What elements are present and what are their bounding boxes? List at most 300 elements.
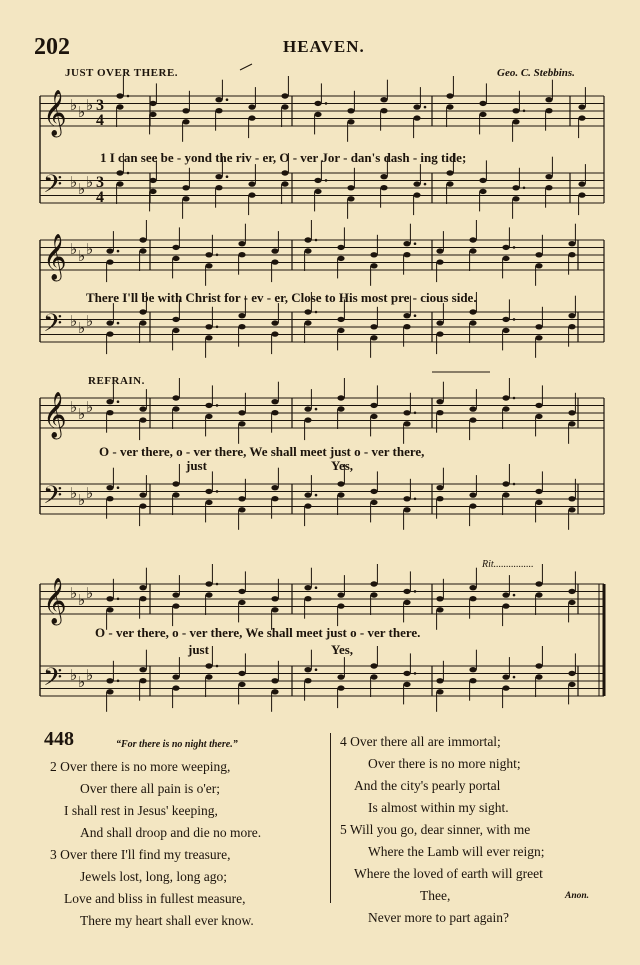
note-head bbox=[205, 403, 212, 408]
flat-icon: ♭ bbox=[78, 673, 86, 691]
note-head bbox=[436, 259, 443, 264]
note-head bbox=[568, 410, 575, 415]
note-head bbox=[380, 108, 387, 113]
note-head bbox=[337, 395, 344, 400]
note-head bbox=[535, 663, 542, 668]
note-head bbox=[502, 603, 509, 608]
dot-icon bbox=[513, 397, 516, 400]
note-head bbox=[370, 592, 377, 597]
time-signature-bottom: 4 bbox=[96, 112, 104, 129]
note-head bbox=[403, 682, 410, 687]
note-head bbox=[446, 104, 453, 109]
dot-icon bbox=[117, 400, 120, 403]
verse-line: Over there all pain is o'er; bbox=[80, 781, 221, 796]
dot-icon bbox=[216, 583, 219, 586]
dot-icon bbox=[325, 102, 328, 105]
dot-icon bbox=[513, 676, 516, 679]
note-head bbox=[304, 503, 311, 508]
note-head bbox=[370, 414, 377, 419]
verse-line: Never more to part again? bbox=[368, 910, 509, 925]
note-head bbox=[413, 181, 420, 186]
verse-line: Where the Lamb will ever reign; bbox=[368, 844, 545, 859]
dot-icon bbox=[315, 239, 318, 242]
note-head bbox=[337, 256, 344, 261]
note-head bbox=[512, 119, 519, 124]
note-head bbox=[337, 317, 344, 322]
note-head bbox=[314, 189, 321, 194]
note-head bbox=[304, 667, 311, 672]
lyric-line-3: O - ver there, o - ver there, We shall meet just o - ver there, bbox=[99, 444, 425, 459]
note-head bbox=[314, 101, 321, 106]
note-head bbox=[469, 309, 476, 314]
note-head bbox=[502, 317, 509, 322]
rit-label: Rit. bbox=[482, 559, 497, 570]
hymn-number: 448 bbox=[44, 728, 74, 750]
note-head bbox=[106, 596, 113, 601]
note-head bbox=[337, 481, 344, 486]
flat-icon: ♭ bbox=[86, 584, 94, 602]
flat-icon: ♭ bbox=[78, 491, 86, 509]
note-head bbox=[106, 485, 113, 490]
verse-line: Where the loved of earth will greet bbox=[354, 866, 543, 881]
dot-icon bbox=[424, 183, 427, 186]
note-head bbox=[535, 263, 542, 268]
note-head bbox=[370, 663, 377, 668]
verse-line: Love and bliss in fullest measure, bbox=[64, 891, 246, 906]
lyric-line-4-just: just bbox=[188, 642, 209, 657]
rit-marking: Rit................ bbox=[482, 559, 534, 570]
verses-left bbox=[50, 756, 261, 932]
note-head bbox=[205, 324, 212, 329]
note-head bbox=[139, 596, 146, 601]
note-head bbox=[469, 417, 476, 422]
note-head bbox=[149, 178, 156, 183]
note-head bbox=[116, 170, 123, 175]
note-head bbox=[182, 185, 189, 190]
verse-line: I shall rest in Jesus' keeping, bbox=[64, 803, 218, 818]
note-head bbox=[172, 592, 179, 597]
note-head bbox=[314, 178, 321, 183]
note-head bbox=[403, 252, 410, 257]
note-head bbox=[403, 496, 410, 501]
dot-icon bbox=[414, 242, 417, 245]
note-head bbox=[370, 263, 377, 268]
dot-icon bbox=[315, 408, 318, 411]
dot-icon bbox=[216, 326, 219, 329]
note-head bbox=[172, 395, 179, 400]
note-head bbox=[535, 252, 542, 257]
flat-icon: ♭ bbox=[78, 319, 86, 337]
note-head bbox=[502, 395, 509, 400]
note-head bbox=[304, 596, 311, 601]
note-head bbox=[436, 331, 443, 336]
note-head bbox=[182, 119, 189, 124]
bass-clef-icon: 𝄢 bbox=[43, 309, 63, 344]
dot-icon bbox=[414, 498, 417, 501]
dot-icon bbox=[523, 187, 526, 190]
note-head bbox=[403, 313, 410, 318]
dot-icon bbox=[315, 494, 318, 497]
note-head bbox=[568, 600, 575, 605]
note-head bbox=[248, 192, 255, 197]
note-head bbox=[502, 492, 509, 497]
flat-icon: ♭ bbox=[70, 666, 78, 684]
note-head bbox=[106, 320, 113, 325]
note-head bbox=[106, 607, 113, 612]
note-head bbox=[116, 181, 123, 186]
note-head bbox=[568, 313, 575, 318]
bass-clef-icon: 𝄢 bbox=[43, 663, 63, 698]
note-head bbox=[172, 674, 179, 679]
flat-icon: ♭ bbox=[70, 398, 78, 416]
note-head bbox=[502, 674, 509, 679]
note-head bbox=[205, 489, 212, 494]
note-head bbox=[370, 500, 377, 505]
note-head bbox=[271, 678, 278, 683]
note-head bbox=[271, 259, 278, 264]
dot-icon bbox=[315, 586, 318, 589]
dot-icon bbox=[513, 594, 516, 597]
note-head bbox=[535, 581, 542, 586]
note-head bbox=[248, 115, 255, 120]
note-head bbox=[205, 500, 212, 505]
note-head bbox=[238, 241, 245, 246]
note-head bbox=[370, 674, 377, 679]
note-head bbox=[380, 97, 387, 102]
note-head bbox=[205, 663, 212, 668]
title-mark bbox=[240, 64, 252, 70]
note-head bbox=[502, 245, 509, 250]
note-head bbox=[337, 592, 344, 597]
note-head bbox=[535, 674, 542, 679]
lyric-line-4-yes: Yes, bbox=[331, 642, 354, 657]
note-head bbox=[436, 410, 443, 415]
note-head bbox=[248, 181, 255, 186]
note-head bbox=[139, 237, 146, 242]
note-head bbox=[578, 104, 585, 109]
note-head bbox=[304, 678, 311, 683]
flat-icon: ♭ bbox=[78, 103, 86, 121]
flat-icon: ♭ bbox=[78, 247, 86, 265]
note-head bbox=[106, 678, 113, 683]
song-title: JUST OVER THERE. bbox=[65, 67, 179, 79]
flat-icon: ♭ bbox=[86, 312, 94, 330]
note-head bbox=[238, 410, 245, 415]
dot-icon bbox=[315, 668, 318, 671]
note-head bbox=[304, 417, 311, 422]
note-head bbox=[502, 481, 509, 486]
flat-icon: ♭ bbox=[70, 240, 78, 258]
lyric-line-4: O - ver there, o - ver there, We shall meet just o - ver there. bbox=[95, 625, 421, 640]
note-head bbox=[172, 603, 179, 608]
note-head bbox=[436, 485, 443, 490]
note-head bbox=[403, 507, 410, 512]
note-head bbox=[545, 185, 552, 190]
note-head bbox=[238, 496, 245, 501]
note-head bbox=[413, 104, 420, 109]
note-head bbox=[304, 585, 311, 590]
note-head bbox=[535, 500, 542, 505]
note-head bbox=[281, 181, 288, 186]
note-head bbox=[215, 174, 222, 179]
note-head bbox=[172, 245, 179, 250]
note-head bbox=[578, 192, 585, 197]
note-head bbox=[469, 667, 476, 672]
flat-icon: ♭ bbox=[86, 398, 94, 416]
verse-line: 5 Will you go, dear sinner, with me bbox=[340, 822, 531, 837]
note-head bbox=[568, 589, 575, 594]
note-head bbox=[271, 331, 278, 336]
note-head bbox=[436, 399, 443, 404]
note-head bbox=[568, 671, 575, 676]
note-head bbox=[502, 256, 509, 261]
note-head bbox=[271, 689, 278, 694]
note-head bbox=[403, 671, 410, 676]
note-head bbox=[403, 410, 410, 415]
note-head bbox=[281, 104, 288, 109]
verse-line: 2 Over there is no more weeping, bbox=[50, 759, 231, 774]
note-head bbox=[568, 252, 575, 257]
note-head bbox=[502, 592, 509, 597]
note-head bbox=[535, 489, 542, 494]
note-head bbox=[205, 263, 212, 268]
note-head bbox=[139, 320, 146, 325]
note-head bbox=[370, 489, 377, 494]
note-head bbox=[106, 248, 113, 253]
note-head bbox=[304, 248, 311, 253]
flat-icon: ♭ bbox=[86, 240, 94, 258]
note-head bbox=[271, 485, 278, 490]
note-head bbox=[479, 178, 486, 183]
note-head bbox=[370, 403, 377, 408]
section-title: HEAVEN. bbox=[283, 37, 365, 56]
note-head bbox=[149, 101, 156, 106]
refrain-label: REFRAIN. bbox=[88, 375, 145, 387]
note-head bbox=[347, 185, 354, 190]
dot-icon bbox=[216, 490, 219, 493]
note-head bbox=[380, 174, 387, 179]
dot-icon bbox=[325, 179, 328, 182]
note-head bbox=[568, 241, 575, 246]
note-head bbox=[139, 492, 146, 497]
note-head bbox=[106, 689, 113, 694]
note-head bbox=[271, 607, 278, 612]
note-head bbox=[182, 196, 189, 201]
verses-right bbox=[340, 731, 545, 929]
note-head bbox=[568, 682, 575, 687]
note-head bbox=[469, 503, 476, 508]
note-head bbox=[436, 596, 443, 601]
flat-icon: ♭ bbox=[78, 405, 86, 423]
note-head bbox=[116, 104, 123, 109]
dot-icon bbox=[513, 318, 516, 321]
note-head bbox=[304, 406, 311, 411]
verse-line: Is almost within my sight. bbox=[368, 800, 509, 815]
flat-icon: ♭ bbox=[70, 484, 78, 502]
note-head bbox=[512, 185, 519, 190]
note-head bbox=[238, 313, 245, 318]
bass-clef-icon: 𝄢 bbox=[43, 170, 63, 205]
verse-line: And shall droop and die no more. bbox=[80, 825, 262, 840]
lyric-line-2: There I'll be with Christ for - ev - er, Close to His most pre - cious side. bbox=[86, 290, 477, 305]
note-head bbox=[403, 241, 410, 246]
note-head bbox=[172, 685, 179, 690]
note-head bbox=[535, 335, 542, 340]
note-head bbox=[271, 410, 278, 415]
note-head bbox=[479, 112, 486, 117]
note-head bbox=[238, 421, 245, 426]
note-head bbox=[238, 252, 245, 257]
note-head bbox=[347, 196, 354, 201]
note-head bbox=[436, 678, 443, 683]
treble-clef-icon: 𝄞 bbox=[43, 392, 67, 438]
note-head bbox=[271, 399, 278, 404]
note-head bbox=[238, 600, 245, 605]
note-head bbox=[469, 596, 476, 601]
note-head bbox=[502, 406, 509, 411]
flat-icon: ♭ bbox=[86, 96, 94, 114]
note-head bbox=[413, 192, 420, 197]
note-head bbox=[545, 174, 552, 179]
note-head bbox=[337, 328, 344, 333]
verse-line: And the city's pearly portal bbox=[354, 778, 501, 793]
note-head bbox=[502, 328, 509, 333]
note-head bbox=[446, 170, 453, 175]
treble-clef-icon: 𝄞 bbox=[43, 90, 67, 136]
note-head bbox=[403, 589, 410, 594]
dot-icon bbox=[315, 311, 318, 314]
note-head bbox=[205, 335, 212, 340]
flat-icon: ♭ bbox=[86, 484, 94, 502]
note-head bbox=[149, 112, 156, 117]
flat-icon: ♭ bbox=[70, 96, 78, 114]
note-head bbox=[281, 93, 288, 98]
note-head bbox=[215, 108, 222, 113]
note-head bbox=[436, 496, 443, 501]
note-head bbox=[568, 496, 575, 501]
flat-icon: ♭ bbox=[86, 173, 94, 191]
note-head bbox=[314, 112, 321, 117]
note-head bbox=[436, 248, 443, 253]
note-head bbox=[535, 324, 542, 329]
note-head bbox=[568, 421, 575, 426]
epigraph: “For there is no night there.” bbox=[116, 739, 238, 750]
treble-clef-icon: 𝄞 bbox=[43, 234, 67, 280]
note-head bbox=[116, 93, 123, 98]
verse-line: Jewels lost, long, long ago; bbox=[80, 869, 227, 884]
note-head bbox=[337, 674, 344, 679]
note-head bbox=[238, 682, 245, 687]
note-head bbox=[205, 592, 212, 597]
note-head bbox=[512, 108, 519, 113]
note-head bbox=[139, 678, 146, 683]
note-head bbox=[172, 256, 179, 261]
note-head bbox=[479, 189, 486, 194]
note-head bbox=[403, 600, 410, 605]
note-head bbox=[568, 507, 575, 512]
note-head bbox=[545, 108, 552, 113]
note-head bbox=[139, 585, 146, 590]
treble-clef-icon: 𝄞 bbox=[43, 578, 67, 624]
note-head bbox=[370, 581, 377, 586]
note-head bbox=[337, 406, 344, 411]
note-head bbox=[238, 671, 245, 676]
note-head bbox=[413, 115, 420, 120]
note-head bbox=[248, 104, 255, 109]
note-head bbox=[238, 507, 245, 512]
note-head bbox=[304, 237, 311, 242]
composer: Geo. C. Stebbins. bbox=[497, 67, 575, 79]
note-head bbox=[172, 492, 179, 497]
note-head bbox=[337, 603, 344, 608]
dot-icon bbox=[414, 314, 417, 317]
lyric-line-1: 1 I can see be - yond the riv - er, O - ver Jor - dan's dash - ing tide; bbox=[100, 150, 467, 165]
note-head bbox=[215, 97, 222, 102]
flat-icon: ♭ bbox=[86, 666, 94, 684]
note-head bbox=[238, 324, 245, 329]
dot-icon bbox=[216, 665, 219, 668]
note-head bbox=[469, 585, 476, 590]
note-head bbox=[238, 589, 245, 594]
note-head bbox=[568, 324, 575, 329]
note-head bbox=[106, 259, 113, 264]
note-head bbox=[578, 181, 585, 186]
note-head bbox=[578, 115, 585, 120]
verse-line: There my heart shall ever know. bbox=[80, 913, 254, 928]
note-head bbox=[502, 685, 509, 690]
hymn-author: Anon. bbox=[565, 891, 590, 901]
dot-icon bbox=[117, 598, 120, 601]
note-head bbox=[205, 414, 212, 419]
note-head bbox=[271, 496, 278, 501]
note-head bbox=[304, 320, 311, 325]
dot-icon bbox=[117, 680, 120, 683]
note-head bbox=[172, 406, 179, 411]
verse-line: Thee, bbox=[420, 888, 451, 903]
note-head bbox=[403, 324, 410, 329]
dot-icon bbox=[127, 95, 130, 98]
dot-icon bbox=[216, 254, 219, 257]
note-head bbox=[149, 189, 156, 194]
note-head bbox=[337, 245, 344, 250]
note-head bbox=[172, 328, 179, 333]
note-head bbox=[535, 592, 542, 597]
note-head bbox=[281, 170, 288, 175]
page-number: 202 bbox=[34, 34, 70, 60]
time-signature-bottom: 4 bbox=[96, 189, 104, 206]
note-head bbox=[337, 492, 344, 497]
dot-icon bbox=[117, 250, 120, 253]
note-head bbox=[337, 685, 344, 690]
note-head bbox=[139, 406, 146, 411]
note-head bbox=[271, 248, 278, 253]
note-head bbox=[403, 421, 410, 426]
dot-icon bbox=[127, 172, 130, 175]
note-head bbox=[512, 196, 519, 201]
note-head bbox=[436, 607, 443, 612]
note-head bbox=[304, 309, 311, 314]
note-head bbox=[436, 320, 443, 325]
dot-icon bbox=[513, 483, 516, 486]
dot-icon bbox=[117, 486, 120, 489]
note-head bbox=[271, 596, 278, 601]
note-head bbox=[106, 399, 113, 404]
note-head bbox=[370, 252, 377, 257]
time-signature-top: 3 bbox=[96, 174, 104, 191]
dot-icon bbox=[117, 322, 120, 325]
note-head bbox=[370, 324, 377, 329]
dot-icon bbox=[414, 672, 417, 675]
